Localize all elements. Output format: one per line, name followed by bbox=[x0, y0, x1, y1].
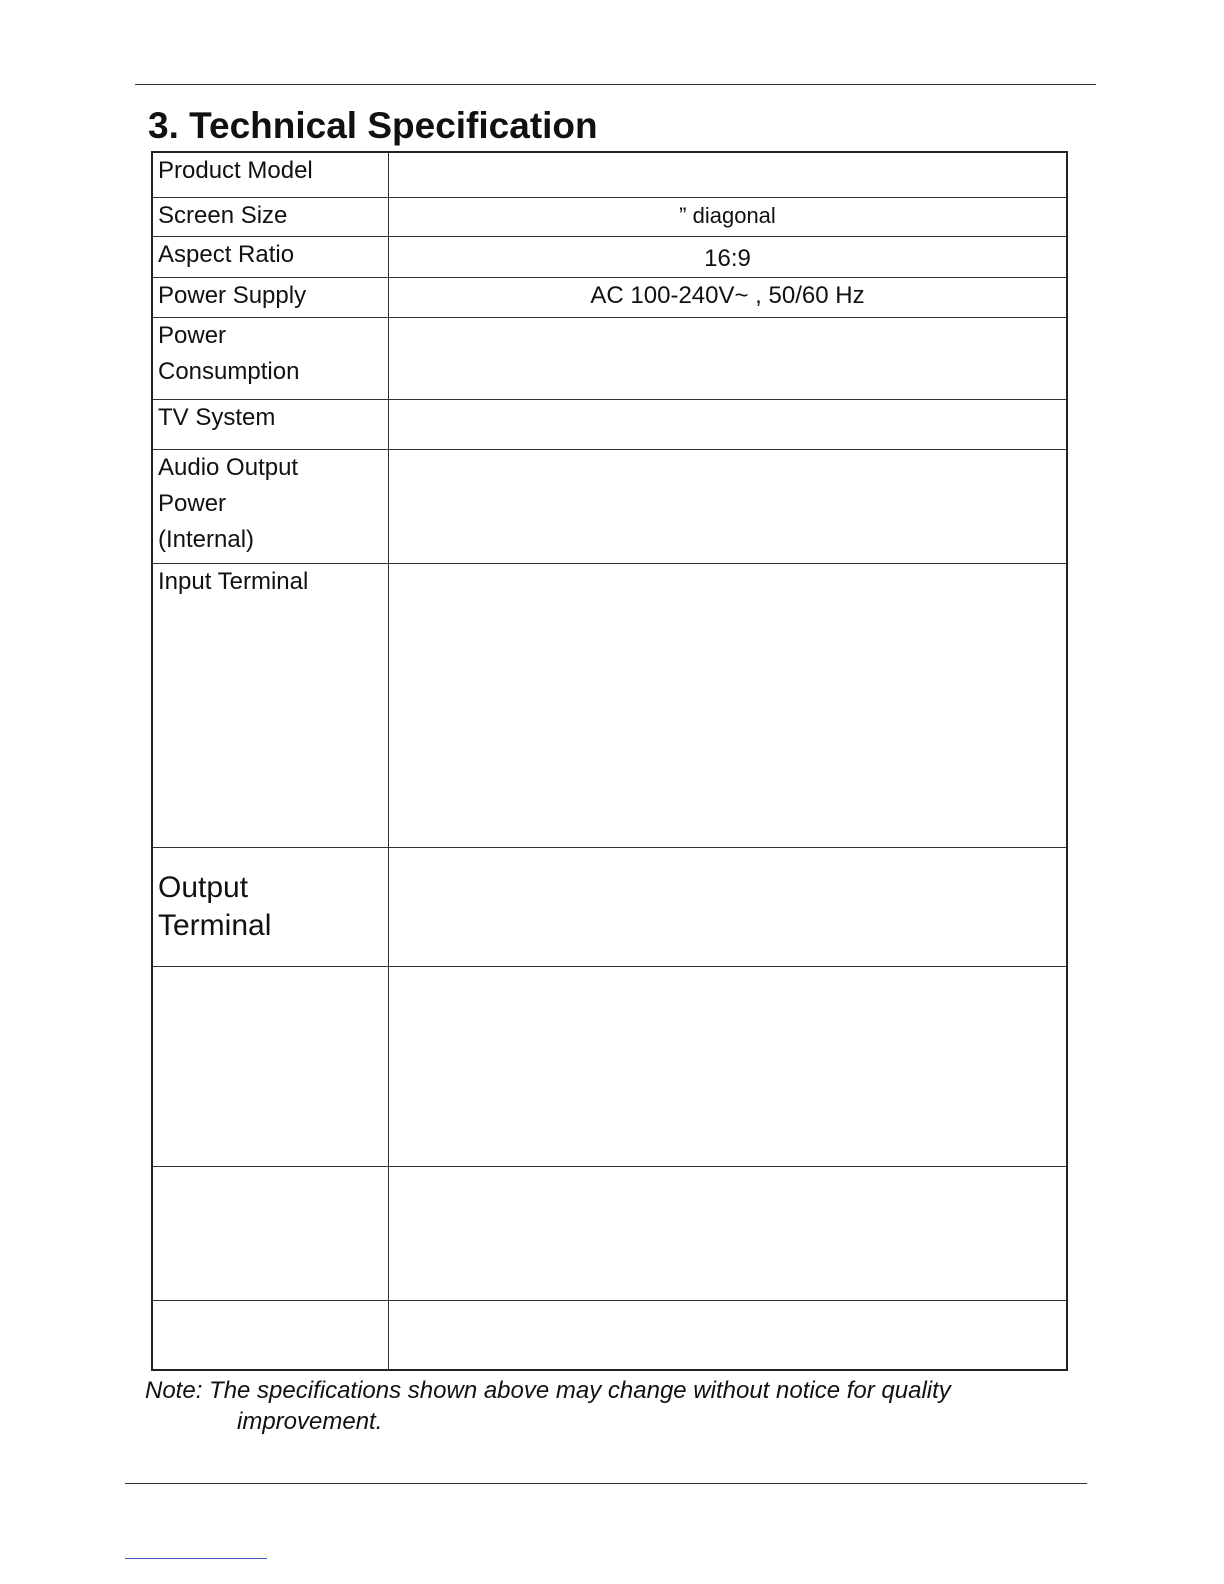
spec-value bbox=[389, 847, 1068, 966]
footnote-line: Note: The specifications shown above may change without notice for quality bbox=[145, 1377, 951, 1404]
spec-label: Input Terminal bbox=[152, 563, 389, 847]
spec-value bbox=[389, 399, 1068, 449]
spec-value bbox=[389, 449, 1068, 563]
footnote bbox=[145, 1375, 1075, 1437]
table-row bbox=[152, 1166, 1067, 1300]
table-row bbox=[152, 563, 1067, 847]
spec-value bbox=[389, 966, 1068, 1166]
table-row bbox=[152, 317, 1067, 399]
table-row bbox=[152, 236, 1067, 277]
footer-link-rule bbox=[125, 1558, 267, 1559]
spec-label: Aspect Ratio bbox=[152, 236, 389, 277]
page-title: 3. Technical Specification bbox=[148, 105, 598, 146]
spec-value bbox=[389, 563, 1068, 847]
table-row bbox=[152, 847, 1067, 966]
spec-label: Power Consumption bbox=[152, 317, 389, 399]
spec-label: Product Model bbox=[152, 152, 389, 197]
spec-label: Output Terminal bbox=[152, 847, 389, 966]
spec-value: ” diagonal bbox=[389, 197, 1068, 236]
table-row bbox=[152, 152, 1067, 197]
table-row bbox=[152, 449, 1067, 563]
spec-label: Screen Size bbox=[152, 197, 389, 236]
spec-value: 16:9 bbox=[389, 236, 1068, 277]
spec-label: TV System bbox=[152, 399, 389, 449]
spec-value bbox=[389, 152, 1068, 197]
spec-value bbox=[389, 317, 1068, 399]
table-row bbox=[152, 966, 1067, 1166]
table-row bbox=[152, 277, 1067, 317]
header-rule bbox=[135, 84, 1096, 85]
spec-value bbox=[389, 1300, 1068, 1370]
footer-rule bbox=[125, 1483, 1087, 1484]
spec-value: AC 100-240V~ , 50/60 Hz bbox=[389, 277, 1068, 317]
table-row bbox=[152, 197, 1067, 236]
spec-value bbox=[389, 1166, 1068, 1300]
spec-label bbox=[152, 1300, 389, 1370]
spec-label bbox=[152, 1166, 389, 1300]
spec-table bbox=[151, 151, 1068, 1371]
table-row bbox=[152, 399, 1067, 449]
table-row bbox=[152, 1300, 1067, 1370]
spec-label bbox=[152, 966, 389, 1166]
footnote-line: improvement. bbox=[237, 1408, 383, 1435]
spec-label: Audio Output Power (Internal) bbox=[152, 449, 389, 563]
spec-label: Power Supply bbox=[152, 277, 389, 317]
